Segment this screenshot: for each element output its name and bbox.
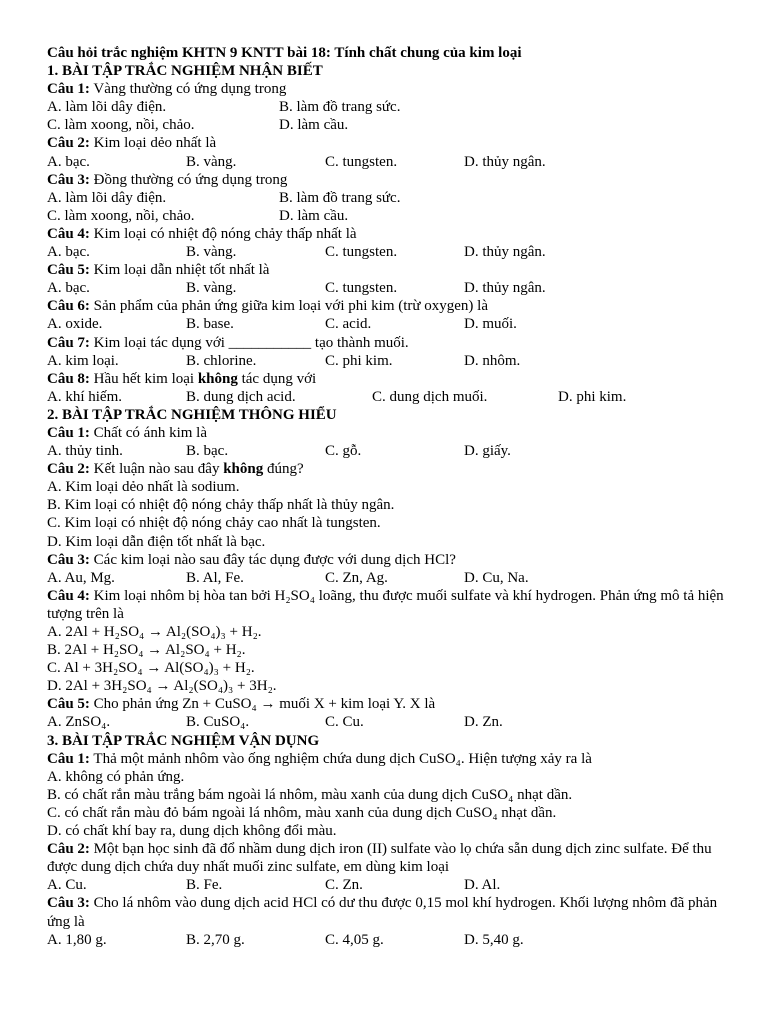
option-b: B. có chất rắn màu trắng bám ngoài lá nhôm, màu xanh của dung dịch CuSO₄ nhạt dần. — [47, 786, 573, 803]
question — [47, 587, 737, 623]
option-d: D. thủy ngân. — [464, 244, 546, 261]
option-d: D. có chất khí bay ra, dung dịch không đổi màu. — [47, 823, 337, 840]
section-heading-1: 1. BÀI TẬP TRẮC NGHIỆM NHẬN BIẾT — [47, 63, 323, 80]
option-a: A. làm lõi dây điện. — [47, 99, 167, 116]
option-a: A. Cu. — [47, 877, 87, 894]
question-label: Câu 2: — [47, 461, 90, 478]
options — [47, 569, 737, 587]
option-c: C. làm xoong, nồi, chảo. — [47, 117, 195, 134]
question-text: Một bạn học sinh đã đổ nhầm dung dịch iron (II) sulfate vào lọ chứa sẵn dung dịch zinc sulfate. Để thu được dung dịch chứa duy nhất muối zinc sulfate, em dùng kim loại — [47, 841, 712, 876]
option-b: B. Fe. — [186, 877, 223, 894]
option-d: D. nhôm. — [464, 352, 521, 369]
option-d: D. thủy ngân. — [464, 153, 546, 170]
question-text: Kim loại dẻo nhất là — [89, 135, 217, 152]
question-label: Câu 3: — [47, 551, 90, 568]
option-b: B. Kim loại có nhiệt độ nóng chảy thấp nhất là thủy ngân. — [47, 497, 395, 514]
question-text: Kết luận nào sau đây — [89, 461, 224, 478]
option-c: C. phi kim. — [325, 352, 393, 369]
option-d: D. Kim loại dẫn điện tốt nhất là bạc. — [47, 533, 266, 550]
option-c: C. dung dịch muối. — [372, 388, 488, 405]
option-b: B. chlorine. — [186, 352, 257, 369]
question — [47, 750, 737, 768]
question-label: Câu 5: — [47, 262, 90, 279]
question — [47, 297, 737, 315]
option-c: C. có chất rắn màu đỏ bám ngoài lá nhôm, màu xanh của dung dịch CuSO₄ nhạt dần. — [47, 804, 557, 821]
option-b: B. CuSO₄. — [186, 714, 250, 731]
option-d: D. giấy. — [464, 443, 511, 460]
option-a: A. khí hiếm. — [47, 388, 122, 405]
question-label: Câu 1: — [47, 81, 90, 98]
options — [47, 442, 737, 460]
section-heading-2: 2. BÀI TẬP TRẮC NGHIỆM THÔNG HIỂU — [47, 406, 337, 423]
question — [47, 894, 737, 930]
question — [47, 370, 737, 388]
question-label: Câu 1: — [47, 750, 90, 767]
option-c: C. Kim loại có nhiệt độ nóng chảy cao nhất là tungsten. — [47, 515, 381, 532]
options — [47, 713, 737, 731]
question — [47, 80, 737, 98]
option-a: A. 2Al + H₂SO₄ → Al₂(SO₄)₃ + H₂. — [47, 624, 262, 640]
option-b: B. base. — [186, 316, 234, 333]
question-text: Hầu hết kim loại — [89, 370, 198, 387]
option-b: B. vàng. — [186, 280, 237, 297]
option-c: C. tungsten. — [325, 280, 398, 297]
option-d: D. 5,40 g. — [464, 931, 524, 948]
document — [47, 44, 737, 949]
option-c: C. tungsten. — [325, 153, 398, 170]
option-a: A. thủy tinh. — [47, 443, 123, 460]
question-text: Đồng thường có ứng dụng trong — [89, 171, 288, 188]
option-d: D. phi kim. — [558, 388, 627, 405]
question-label: Câu 7: — [47, 334, 90, 351]
option-c: C. acid. — [325, 316, 372, 333]
option-c: C. 4,05 g. — [325, 931, 384, 948]
option-c: C. Zn. — [325, 877, 363, 894]
question — [47, 551, 737, 569]
question — [47, 261, 737, 279]
question — [47, 134, 737, 152]
question-label: Câu 4: — [47, 225, 90, 242]
option-c: C. Zn, Ag. — [325, 569, 388, 586]
option-b: B. vàng. — [186, 153, 237, 170]
options — [47, 98, 737, 116]
option-b: B. vàng. — [186, 244, 237, 261]
question-text: Sản phẩm của phản ứng giữa kim loại với phi kim (trừ oxygen) là — [89, 298, 489, 315]
options — [47, 207, 737, 225]
question-label: Câu 6: — [47, 298, 90, 315]
section-heading-3: 3. BÀI TẬP TRẮC NGHIỆM VẬN DỤNG — [47, 732, 320, 749]
options — [47, 279, 737, 297]
options — [47, 315, 737, 333]
option-c: C. tungsten. — [325, 244, 398, 261]
option-c: C. Al + 3H₂SO₄ → Al(SO₄)₃ + H₂. — [47, 660, 255, 677]
question — [47, 225, 737, 243]
question-text: Thả một mảnh nhôm vào ống nghiệm chứa dung dịch CuSO₄. Hiện tượng xảy ra là — [89, 750, 592, 767]
question-text: Kim loại nhôm bị hòa tan bởi H₂SO₄ loãng, thu được muối sulfate và khí hydrogen. Phản ứng mô tả hiện tượng trên là — [47, 587, 724, 622]
option-b: B. làm đồ trang sức. — [279, 189, 401, 206]
options — [47, 243, 737, 261]
option-d: D. muối. — [464, 316, 517, 333]
question — [47, 171, 737, 189]
option-c: C. làm xoong, nồi, chảo. — [47, 207, 195, 224]
question-text: Kim loại dẫn nhiệt tốt nhất là — [89, 262, 270, 279]
option-b: B. 2Al + H₂SO₄ → Al₂SO₄ + H₂. — [47, 642, 246, 659]
document-title: Câu hỏi trắc nghiệm KHTN 9 KNTT bài 18: Tính chất chung của kim loại — [47, 45, 522, 61]
question-text: Cho lá nhôm vào dung dịch acid HCl có dư thu được 0,15 mol khí hydrogen. Khối lượng nhôm đã phản ứng là — [47, 895, 718, 930]
question — [47, 424, 737, 442]
option-d: D. Zn. — [464, 714, 503, 731]
question — [47, 334, 737, 352]
option-a: A. kim loại. — [47, 352, 119, 369]
option-d: D. làm cầu. — [279, 207, 349, 224]
question-label: Câu 1: — [47, 424, 90, 441]
option-a: A. Kim loại dẻo nhất là sodium. — [47, 479, 240, 496]
option-c: C. gỗ. — [325, 443, 362, 460]
question-emphasis: không — [223, 461, 264, 478]
option-d: D. thủy ngân. — [464, 280, 546, 297]
options — [47, 388, 737, 406]
question-emphasis: không — [197, 370, 238, 387]
question-text: Kim loại có nhiệt độ nóng chảy thấp nhất là — [89, 225, 357, 242]
question-text: Chất có ánh kim là — [89, 424, 207, 441]
question — [47, 460, 737, 478]
option-a: A. bạc. — [47, 153, 90, 170]
option-a: A. ZnSO₄. — [47, 714, 111, 731]
option-c: C. Cu. — [325, 714, 364, 731]
option-a: A. bạc. — [47, 244, 90, 261]
option-b: B. Al, Fe. — [186, 569, 244, 586]
question-text: Kim loại tác dụng với ___________ tạo thành muối. — [89, 334, 409, 351]
question-label: Câu 3: — [47, 171, 90, 188]
options — [47, 352, 737, 370]
option-d: D. 2Al + 3H₂SO₄ → Al₂(SO₄)₃ + 3H₂. — [47, 678, 277, 695]
option-a: A. không có phản ứng. — [47, 768, 185, 785]
question-label: Câu 3: — [47, 895, 90, 912]
option-a: A. 1,80 g. — [47, 931, 107, 948]
question-text: Các kim loại nào sau đây tác dụng được với dung dịch HCl? — [89, 551, 456, 568]
option-b: B. 2,70 g. — [186, 931, 245, 948]
question-label: Câu 2: — [47, 841, 90, 858]
question — [47, 695, 737, 713]
question-text: Vàng thường có ứng dụng trong — [89, 81, 287, 98]
question-text: Cho phản ứng Zn + CuSO₄ → muối X + kim loại Y. X là — [89, 696, 436, 713]
option-d: D. làm cầu. — [279, 117, 349, 134]
options — [47, 931, 737, 949]
option-b: B. làm đồ trang sức. — [279, 99, 401, 116]
question-label: Câu 5: — [47, 696, 90, 713]
question-label: Câu 2: — [47, 135, 90, 152]
question — [47, 840, 737, 876]
option-a: A. bạc. — [47, 280, 90, 297]
option-d: D. Cu, Na. — [464, 569, 529, 586]
option-b: B. dung dịch acid. — [186, 388, 296, 405]
options — [47, 153, 737, 171]
option-a: A. Au, Mg. — [47, 569, 115, 586]
options — [47, 876, 737, 894]
option-d: D. Al. — [464, 877, 501, 894]
option-a: A. làm lõi dây điện. — [47, 189, 167, 206]
question-text: tác dụng với — [237, 370, 317, 387]
options — [47, 189, 737, 207]
option-b: B. bạc. — [186, 443, 229, 460]
question-label: Câu 4: — [47, 587, 90, 604]
question-label: Câu 8: — [47, 370, 90, 387]
option-a: A. oxide. — [47, 316, 103, 333]
question-text: đúng? — [263, 461, 304, 478]
options — [47, 116, 737, 134]
